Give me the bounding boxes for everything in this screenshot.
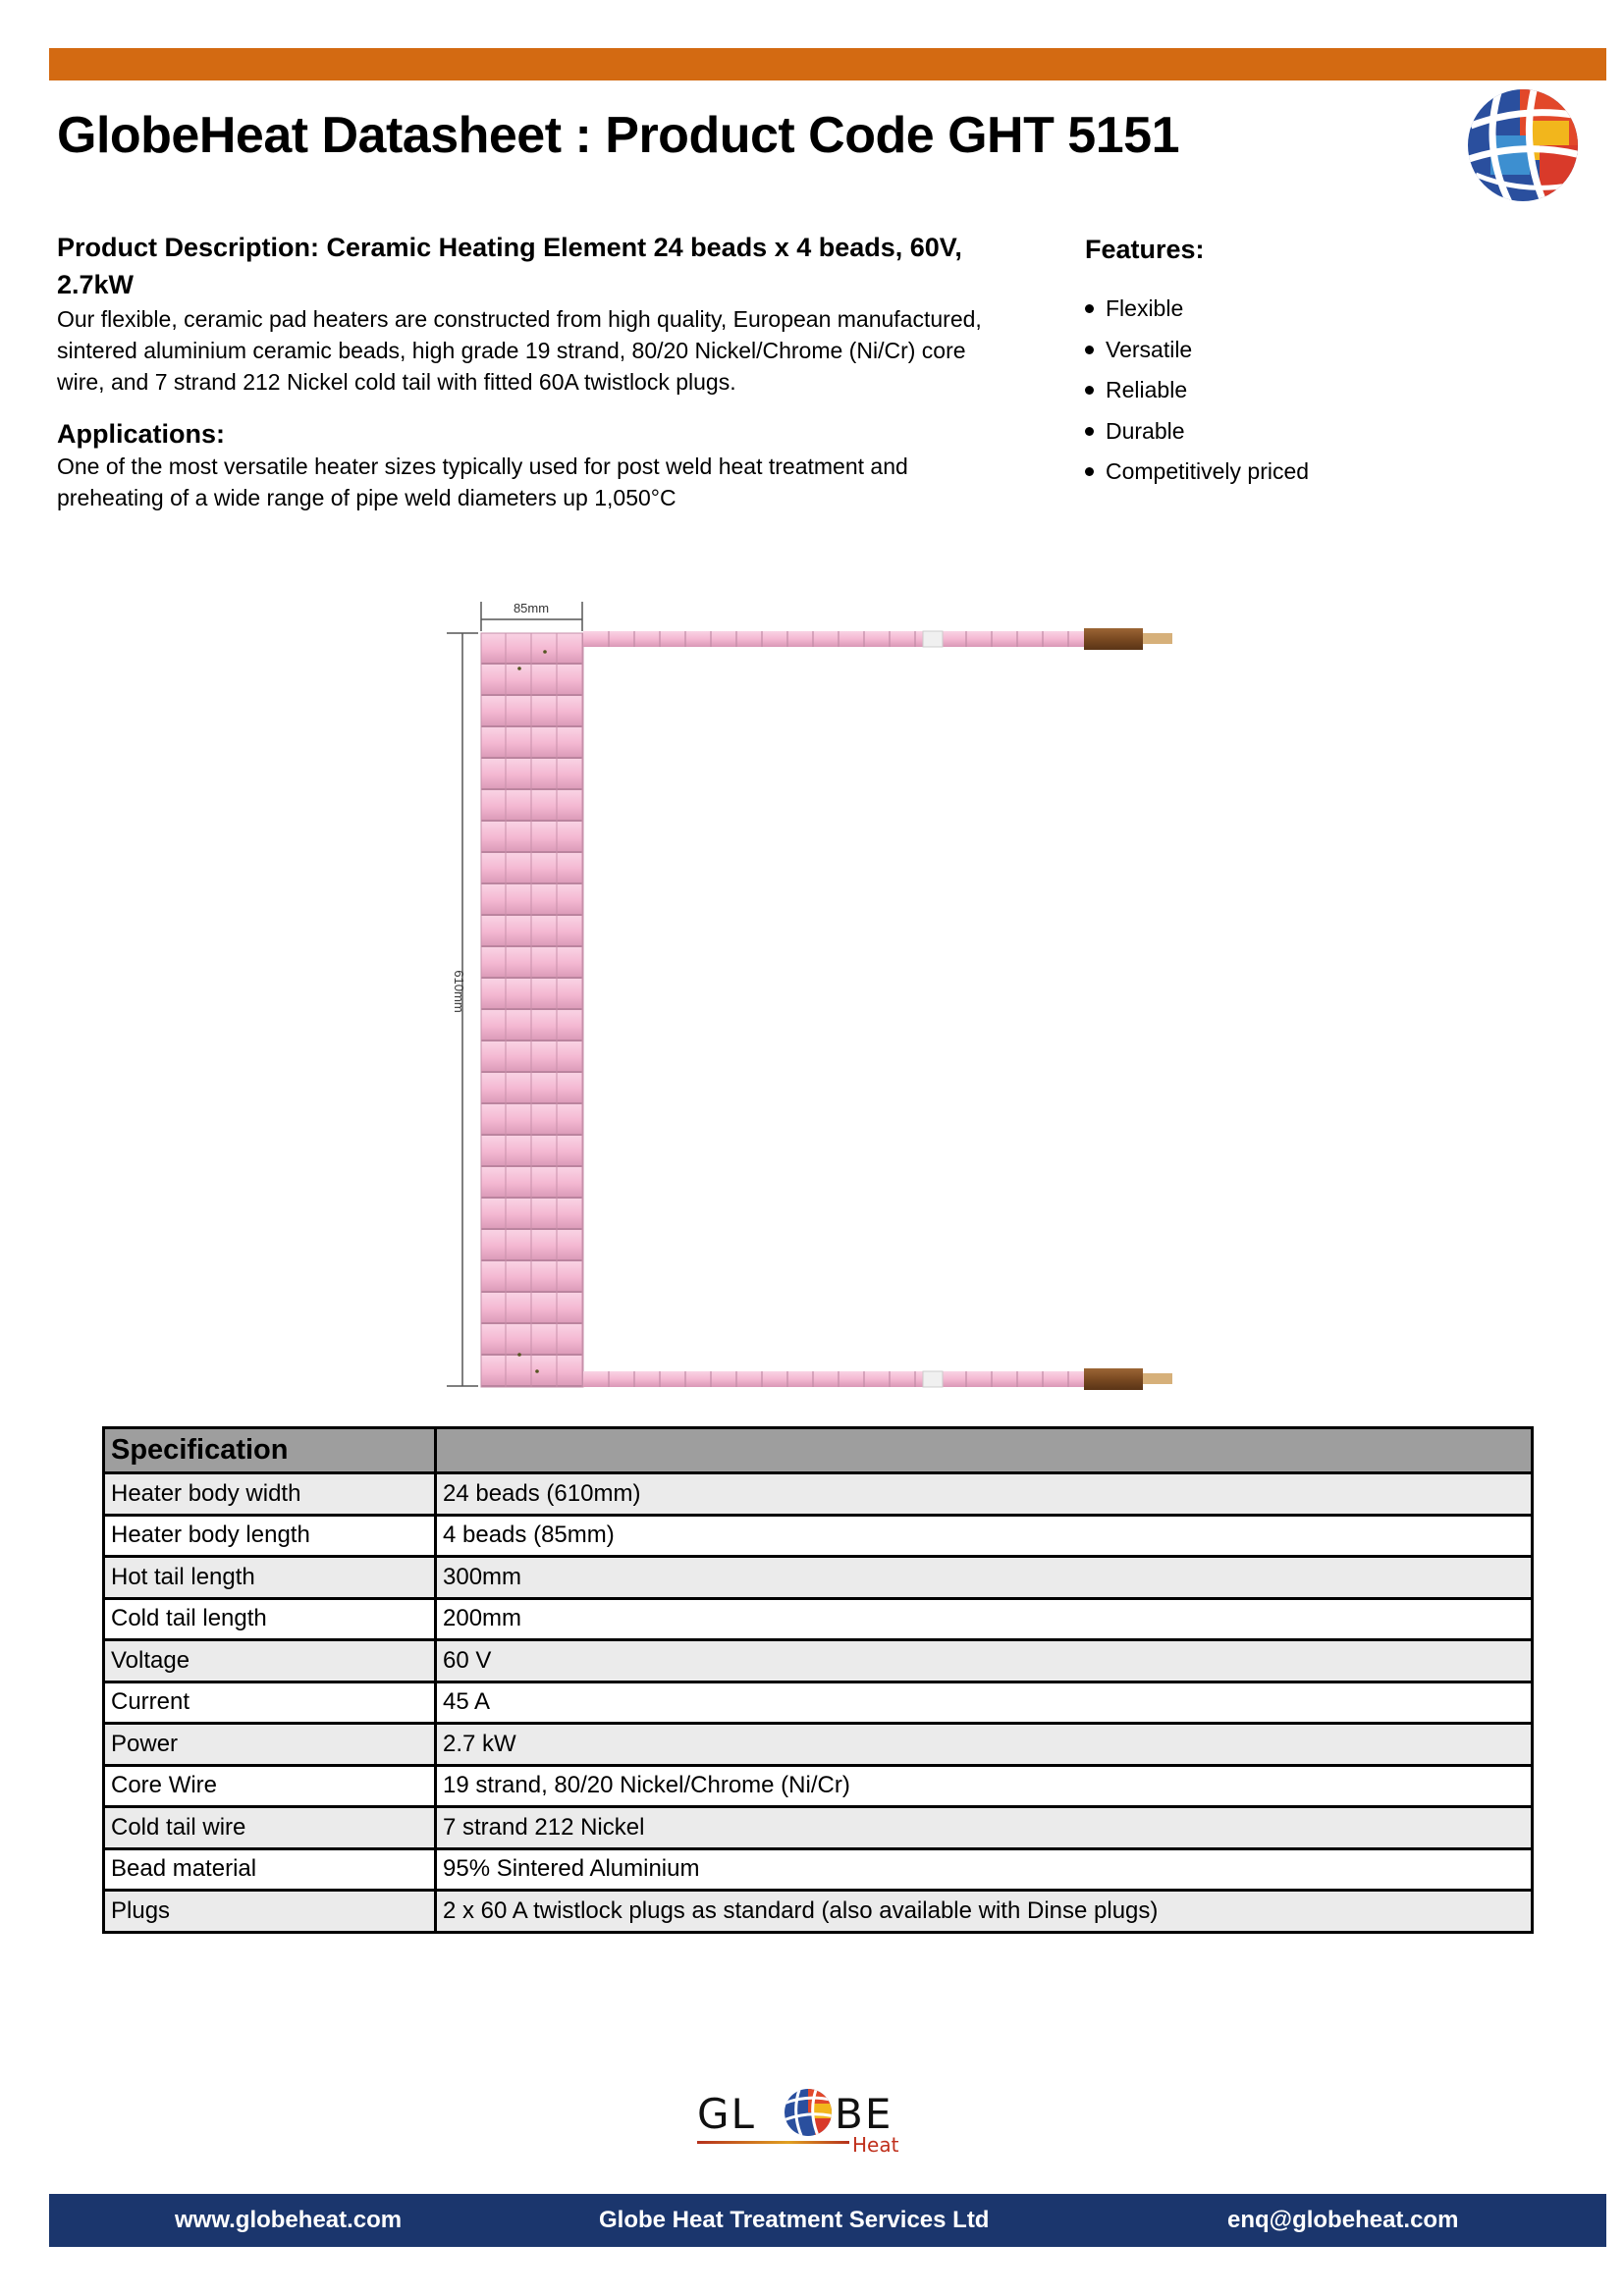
bullet-icon <box>1085 304 1094 313</box>
page-title: GlobeHeat Datasheet : Product Code GHT 5151 <box>57 107 1179 164</box>
spec-value: 19 strand, 80/20 Nickel/Chrome (Ni/Cr) <box>436 1765 1533 1807</box>
globe-logo-icon <box>1461 86 1585 204</box>
spec-value: 45 A <box>436 1682 1533 1724</box>
width-dimension-label: 85mm <box>513 601 550 615</box>
product-description-body: Our flexible, ceramic pad heaters are constructed from high quality, European manufactured, sintered aluminium ceramic beads, high grade 19 strand, 80/20 Nickel/Chrome (Ni/Cr) core wire, and 7 strand 212 Nickel cold tail with fitted 60A twistlock plugs. <box>57 306 982 395</box>
feature-item: Reliable <box>1085 370 1478 411</box>
feature-item: Versatile <box>1085 330 1478 371</box>
table-header-row <box>104 1428 1533 1473</box>
table-row <box>104 1515 1533 1557</box>
table-row <box>104 1557 1533 1599</box>
applications-body: One of the most versatile heater sizes typically used for post weld heat treatment and preheating of a wide range of pipe weld diameters up 1,050°C <box>57 454 908 510</box>
table-row <box>104 1640 1533 1682</box>
features-list <box>1085 289 1478 493</box>
logo-word-left: GL <box>697 2090 756 2138</box>
spec-label: Heater body length <box>104 1515 436 1557</box>
spec-label: Voltage <box>104 1640 436 1682</box>
feature-item: Flexible <box>1085 289 1478 330</box>
features-section <box>1085 232 1478 493</box>
spec-value: 60 V <box>436 1640 1533 1682</box>
applications-heading: Applications: <box>57 419 226 449</box>
bullet-icon <box>1085 427 1094 436</box>
table-header-cell <box>436 1428 1533 1473</box>
table-row <box>104 1765 1533 1807</box>
spec-label: Cold tail length <box>104 1598 436 1640</box>
spec-label: Power <box>104 1724 436 1766</box>
logo-globe-icon <box>781 2087 839 2146</box>
spec-label: Core Wire <box>104 1765 436 1807</box>
spec-value: 200mm <box>436 1598 1533 1640</box>
spec-value: 24 beads (610mm) <box>436 1473 1533 1516</box>
header-accent-bar <box>49 48 1606 80</box>
feature-item: Competitively priced <box>1085 452 1478 493</box>
plug-top <box>1084 628 1143 650</box>
product-description-heading: Product Description: Ceramic Heating Element 24 beads x 4 beads, 60V, 2.7kW <box>57 233 962 299</box>
spec-label: Heater body width <box>104 1473 436 1516</box>
specification-table <box>102 1426 1534 1934</box>
spec-value: 95% Sintered Aluminium <box>436 1848 1533 1891</box>
product-description-section <box>57 229 990 513</box>
table-row <box>104 1473 1533 1516</box>
spec-label: Bead material <box>104 1848 436 1891</box>
features-heading: Features: <box>1085 235 1205 264</box>
footer-company-name: Globe Heat Treatment Services Ltd <box>599 2207 990 2233</box>
spec-label: Plugs <box>104 1891 436 1933</box>
footer-bar <box>49 2194 1606 2247</box>
bullet-icon <box>1085 386 1094 395</box>
spec-value: 4 beads (85mm) <box>436 1515 1533 1557</box>
table-row <box>104 1598 1533 1640</box>
table-row <box>104 1724 1533 1766</box>
footer-email-link[interactable]: enq@globeheat.com <box>1227 2207 1459 2233</box>
bullet-icon <box>1085 467 1094 476</box>
logo-sub: Heat <box>852 2133 899 2157</box>
table-row <box>104 1891 1533 1933</box>
bullet-icon <box>1085 346 1094 354</box>
height-dimension-label: 610mm <box>452 970 466 1013</box>
table-row <box>104 1682 1533 1724</box>
plug-bottom <box>1084 1368 1143 1390</box>
spec-label: Cold tail wire <box>104 1807 436 1849</box>
heater-element-drawing <box>422 584 1257 1409</box>
spec-label: Current <box>104 1682 436 1724</box>
footer-website-link[interactable]: www.globeheat.com <box>175 2207 403 2233</box>
table-row <box>104 1848 1533 1891</box>
globeheat-logo <box>677 2079 952 2167</box>
spec-label: Hot tail length <box>104 1557 436 1599</box>
spec-value: 2.7 kW <box>436 1724 1533 1766</box>
table-row <box>104 1807 1533 1849</box>
logo-word-right: BE <box>835 2090 893 2138</box>
spec-value: 2 x 60 A twistlock plugs as standard (also available with Dinse plugs) <box>436 1891 1533 1933</box>
spec-value: 7 strand 212 Nickel <box>436 1807 1533 1849</box>
table-header-cell: Specification <box>104 1428 436 1473</box>
feature-item: Durable <box>1085 411 1478 453</box>
spec-value: 300mm <box>436 1557 1533 1599</box>
